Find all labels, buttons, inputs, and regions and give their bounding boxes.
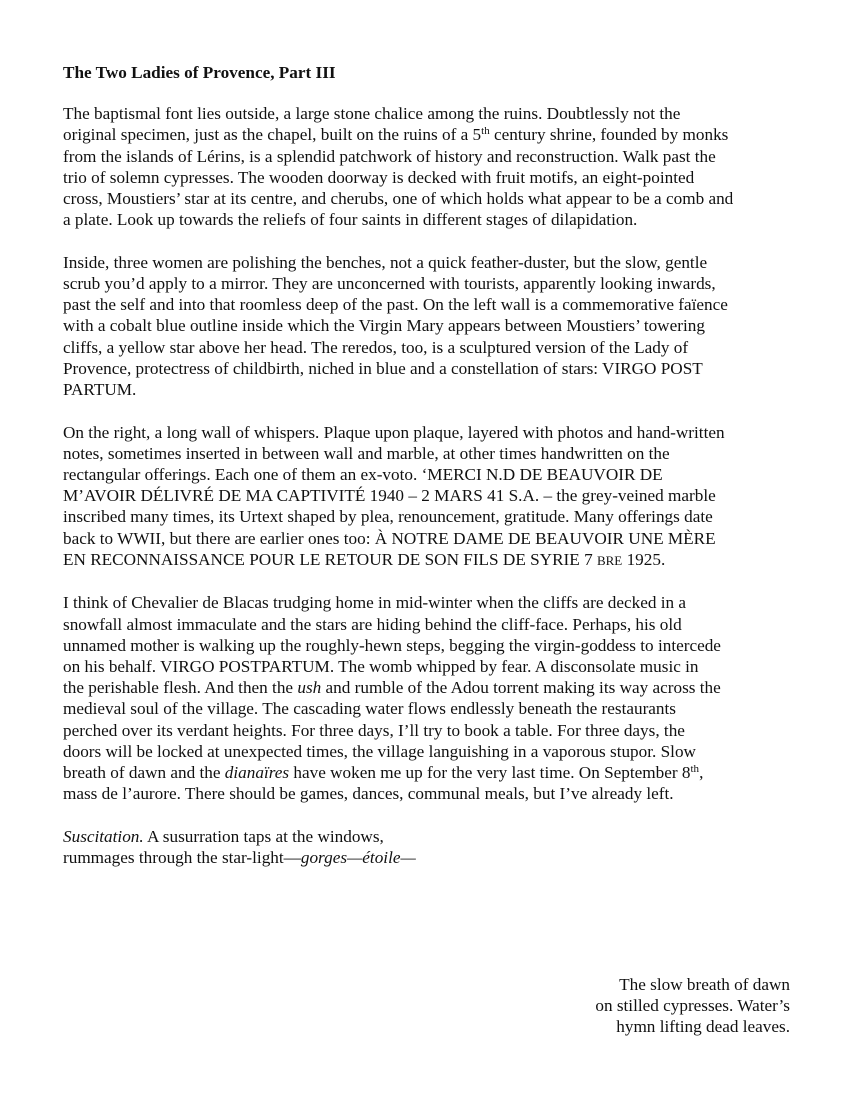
text-line: M’AVOIR DÉLIVRÉ DE MA CAPTIVITÉ 1940 – 2 MARS 41 S.A. – the grey-veined marble bbox=[63, 486, 716, 506]
text-line: I think of Chevalier de Blacas trudging home in mid-winter when the cliffs are decked in a bbox=[63, 593, 687, 613]
text-line: notes, sometimes inserted in between wall and marble, at other times handwritten on the bbox=[63, 443, 670, 463]
text-line: original specimen, just as the chapel, built on the ruins of a 5th century shrine, founded by monks bbox=[63, 125, 729, 145]
italic-text: ush bbox=[297, 678, 322, 698]
text-line: breath of dawn and the dianaïres have woken me up for the very last time. On September 8th, bbox=[63, 763, 704, 783]
haiku-line: The slow breath of dawn bbox=[619, 975, 790, 994]
text-line: the perishable flesh. And then the ush and rumble of the Adou torrent making its way across the bbox=[63, 678, 721, 698]
closing-haiku bbox=[595, 974, 790, 1038]
haiku-line: hymn lifting dead leaves. bbox=[616, 1017, 790, 1037]
text-line: past the self and into that roomless deep of the past. On the left wall is a commemorative faïence bbox=[63, 295, 728, 315]
paragraph-baptismal-font bbox=[63, 103, 803, 230]
small-caps-text: BRE bbox=[596, 552, 623, 568]
text-line: Provence, protectress of childbirth, niched in blue and a constellation of stars: VIRGO POST bbox=[63, 358, 703, 378]
text-line: cross, Moustiers’ star at its centre, and cherubs, one of which holds what appear to be a comb and bbox=[63, 189, 734, 209]
italic-text: dianaïres bbox=[224, 763, 290, 783]
text-line: unnamed mother is walking up the roughly-hewn steps, begging the virgin-goddess to intercede bbox=[63, 635, 721, 655]
text-line: from the islands of Lérins, is a splendid patchwork of history and reconstruction. Walk past the bbox=[63, 146, 716, 166]
text-line: mass de l’aurore. There should be games, dances, communal meals, but I’ve already left. bbox=[63, 784, 674, 804]
paragraph-inside-chapel bbox=[63, 252, 803, 400]
text-line: snowfall almost immaculate and the stars are hiding behind the cliff-face. Perhaps, his old bbox=[63, 614, 682, 634]
text-line: back to WWII, but there are earlier ones too: À NOTRE DAME DE BEAUVOIR UNE MÈRE bbox=[63, 528, 716, 548]
haiku-line: on stilled cypresses. Water’s bbox=[595, 996, 790, 1016]
text-line: perched over its verdant heights. For three days, I’ll try to book a table. For three days, the bbox=[63, 720, 685, 740]
paragraph-chevalier bbox=[63, 592, 803, 804]
text-line: medieval soul of the village. The cascading water flows endlessly beneath the restaurants bbox=[63, 699, 676, 719]
superscript: th bbox=[481, 125, 490, 138]
text-line: Inside, three women are polishing the benches, not a quick feather-duster, but the slow, gentle bbox=[63, 252, 708, 272]
italic-text: gorges—étoile— bbox=[300, 848, 416, 868]
paragraph-suscitation bbox=[63, 826, 803, 868]
text-line: a plate. Look up towards the reliefs of four saints in different stages of dilapidation. bbox=[63, 210, 638, 230]
text-line: rummages through the star-light—gorges—étoile— bbox=[63, 848, 416, 868]
paragraph-wall-of-whispers bbox=[63, 422, 803, 571]
italic-text: Suscitation. bbox=[63, 826, 144, 846]
text-line: Suscitation. A susurration taps at the windows, bbox=[63, 826, 384, 846]
text-line: on his behalf. VIRGO POSTPARTUM. The womb whipped by fear. A disconsolate music in bbox=[63, 657, 699, 677]
text-line: On the right, a long wall of whispers. Plaque upon plaque, layered with photos and hand-written bbox=[63, 422, 725, 442]
text-line: with a cobalt blue outline inside which the Virgin Mary appears between Moustiers’ towering bbox=[63, 316, 705, 336]
text-line: The baptismal font lies outside, a large stone chalice among the ruins. Doubtlessly not the bbox=[63, 104, 681, 124]
text-line: trio of solemn cypresses. The wooden doorway is decked with fruit motifs, an eight-pointed bbox=[63, 167, 695, 187]
text-line: PARTUM. bbox=[63, 380, 137, 400]
text-line: cliffs, a yellow star above her head. The reredos, too, is a sculptured version of the Lady of bbox=[63, 337, 689, 357]
text-line: inscribed many times, its Urtext shaped by plea, renouncement, gratitude. Many offerings date bbox=[63, 507, 713, 527]
text-line: doors will be locked at unexpected times, the village languishing in a vaporous stupor. Slow bbox=[63, 741, 696, 761]
document-body bbox=[63, 62, 803, 890]
document-title: The Two Ladies of Provence, Part III bbox=[63, 63, 336, 82]
superscript: th bbox=[690, 763, 700, 776]
text-line: rectangular offerings. Each one of them an ex-voto. ‘MERCI N.D DE BEAUVOIR DE bbox=[63, 465, 663, 485]
text-line: scrub you’d apply to a mirror. They are unconcerned with tourists, apparently looking inwards, bbox=[63, 274, 716, 294]
text-line: EN RECONNAISSANCE POUR LE RETOUR DE SON FILS DE SYRIE 7 BRE 1925. bbox=[63, 549, 666, 569]
